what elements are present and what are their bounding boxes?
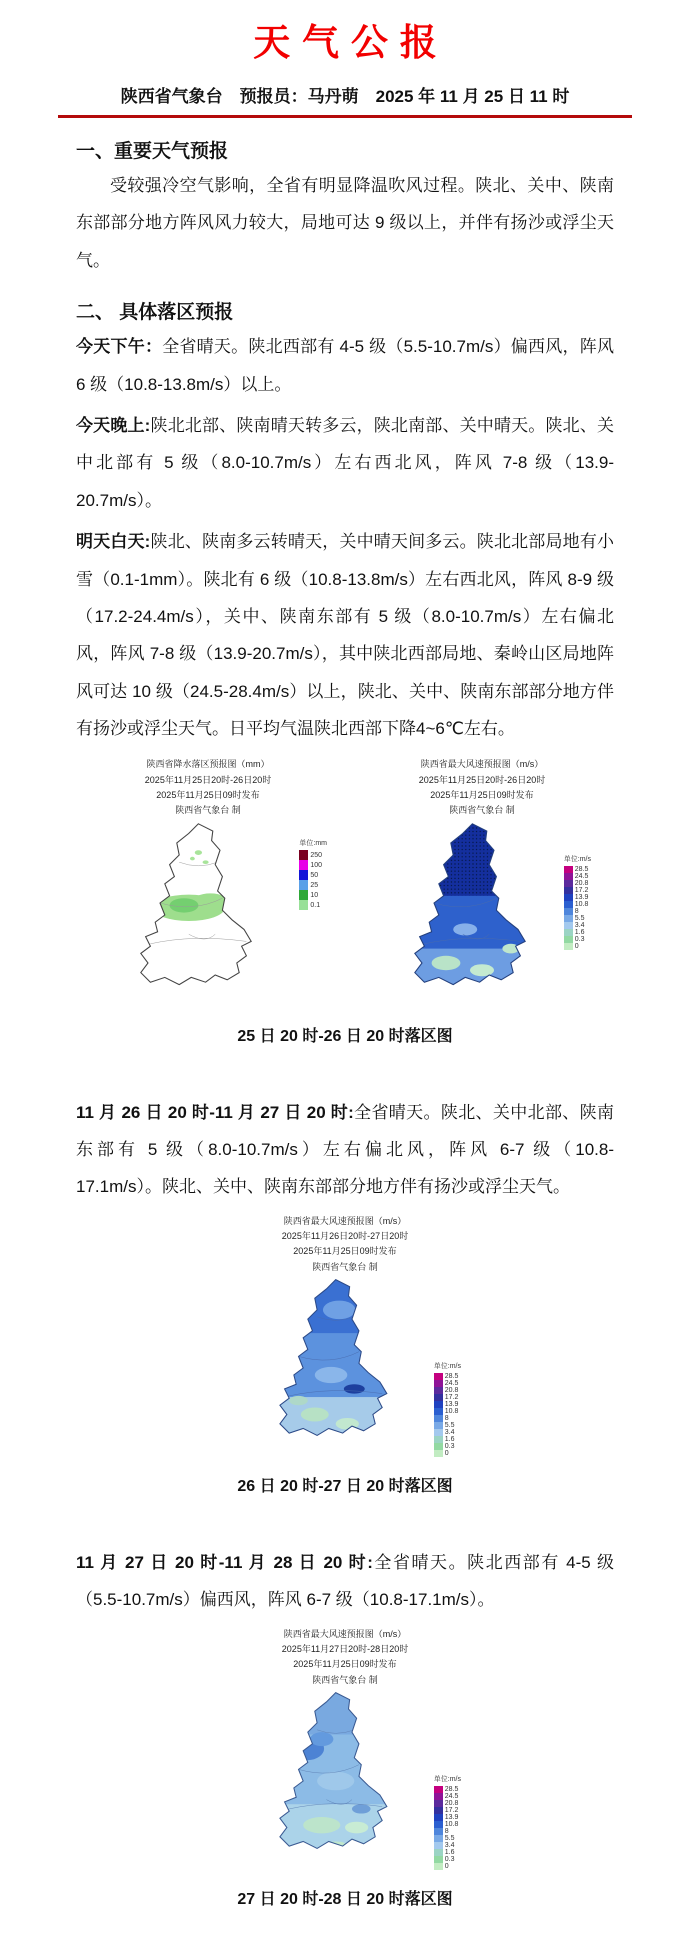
wind-map-header <box>195 1214 495 1275</box>
legend-value: 28.5 <box>444 1785 459 1793</box>
legend-swatch <box>564 943 573 950</box>
legend-swatch <box>434 1856 443 1863</box>
legend-row <box>434 1429 461 1436</box>
legend-value: 17.2 <box>444 1394 459 1402</box>
legend-value: 3.4 <box>574 921 585 929</box>
legend-row <box>434 1373 461 1380</box>
legend-row <box>434 1835 461 1842</box>
legend-value: 250 <box>310 851 323 859</box>
map-issued: 2025年11月25日09时发布 <box>430 790 534 801</box>
legend-swatch <box>564 915 573 922</box>
legend-value: 0.3 <box>444 1855 455 1863</box>
map-caption-day2: 26 日 20 时-27 日 20 时落区图 <box>237 1478 453 1496</box>
precip-legend <box>299 838 327 910</box>
legend-swatch <box>564 922 573 929</box>
legend-row <box>564 873 591 880</box>
legend-value: 1.6 <box>444 1436 455 1444</box>
section1-heading: 一、重要天气预报 <box>76 141 229 162</box>
wind-map-header <box>353 757 611 818</box>
legend-swatch <box>564 866 573 873</box>
map-period: 2025年11月26日20时-27日20时 <box>281 1231 409 1242</box>
legend-swatch <box>434 1786 443 1793</box>
wind-map-figure-2526 <box>353 757 611 1010</box>
legend-value: 24.5 <box>574 872 589 880</box>
legend-row <box>564 936 591 943</box>
legend-value: 8 <box>444 1827 449 1835</box>
legend-value: 3.4 <box>444 1841 455 1849</box>
legend-value: 17.2 <box>574 886 589 894</box>
legend-swatch <box>434 1800 443 1807</box>
legend-swatch <box>434 1401 443 1408</box>
legend-swatch <box>434 1408 443 1415</box>
legend-row <box>299 890 327 900</box>
legend-value: 0.3 <box>574 935 585 943</box>
legend-row <box>299 850 327 860</box>
legend-row <box>299 870 327 880</box>
legend-value: 5.5 <box>574 914 585 922</box>
forecast-today-afternoon <box>76 328 614 403</box>
legend-value: 20.8 <box>444 1387 459 1395</box>
legend-row <box>564 894 591 901</box>
legend-value: 10.8 <box>444 1408 459 1416</box>
legend-value: 17.2 <box>444 1806 459 1814</box>
masthead-rule <box>58 82 632 118</box>
map-credit: 陕西省气象台 制 <box>312 1261 378 1272</box>
legend-swatch <box>564 873 573 880</box>
forecast-lead: 今天晚上: <box>76 415 151 435</box>
legend-row <box>434 1422 461 1429</box>
map-caption-day1: 25 日 20 时-26 日 20 时落区图 <box>237 1027 453 1045</box>
legend-swatch <box>299 860 308 870</box>
map-credit: 陕西省气象台 制 <box>175 805 241 816</box>
forecast-text: 全省晴天。陕北、关中北部、陕南东部有 5 级（8.0-10.7m/s）左右偏北风，阵风 6-7 级（10.8-17.1m/s）。陕北、关中、陕南东部部分地方伴有扬沙或浮尘天气。 <box>76 1102 615 1197</box>
map-period: 2025年11月25日20时-26日20时 <box>418 774 546 785</box>
legend-swatch <box>434 1814 443 1821</box>
forecast-tonight <box>76 407 614 519</box>
wind-map-figure-2728 <box>195 1627 495 1874</box>
section1-paragraph: 受较强冷空气影响，全省有明显降温吹风过程。陕北、关中、陕南东部部分地方阵风风力较大，局地可达 9 级以上，并伴有扬沙或浮尘天气。 <box>76 176 614 270</box>
forecast-lead: 今天下午： <box>76 337 163 357</box>
forecast-text: 全省晴天。陕北西部有 4-5 级（5.5-10.7m/s）偏西风，阵风 6-7 级（10.8-17.1m/s）。 <box>76 1553 614 1610</box>
map-issued: 2025年11月25日09时发布 <box>293 1659 397 1670</box>
legend-row <box>564 866 591 873</box>
legend-swatch <box>434 1849 443 1856</box>
legend-swatch <box>299 880 308 890</box>
map-period: 2025年11月27日20时-28日20时 <box>281 1644 409 1655</box>
legend-swatch <box>434 1429 443 1436</box>
legend-swatch <box>564 929 573 936</box>
forecast-text: 全省晴天。陕北西部有 4-5 级（5.5-10.7m/s）偏西风，阵风 6 级（10.8-13.8m/s）以上。 <box>76 337 615 394</box>
wind-map-header <box>195 1627 495 1688</box>
legend-swatch <box>434 1828 443 1835</box>
legend-value: 0.1 <box>310 901 321 909</box>
legend-row <box>564 922 591 929</box>
legend-row <box>434 1793 461 1800</box>
bulletin-body <box>0 136 690 747</box>
legend-row <box>299 900 327 910</box>
legend-value: 8 <box>574 907 579 915</box>
legend-swatch <box>434 1443 443 1450</box>
legend-swatch <box>564 887 573 894</box>
shaanxi-wind-map-2526 <box>367 819 597 1011</box>
legend-row <box>434 1856 461 1863</box>
legend-value: 0 <box>444 1450 449 1458</box>
legend-row <box>564 901 591 908</box>
legend-row <box>434 1380 461 1387</box>
legend-row <box>434 1821 461 1828</box>
legend-swatch <box>434 1793 443 1800</box>
legend-unit-label: 单位:m/s <box>563 855 591 863</box>
legend-row <box>299 860 327 870</box>
map-credit: 陕西省气象台 制 <box>312 1674 378 1685</box>
legend-value: 13.9 <box>574 893 589 901</box>
legend-swatch <box>434 1821 443 1828</box>
legend-value: 13.9 <box>444 1401 459 1409</box>
legend-swatch <box>564 901 573 908</box>
legend-row <box>564 887 591 894</box>
legend-swatch <box>299 900 308 910</box>
legend-swatch <box>564 894 573 901</box>
legend-value: 100 <box>310 861 323 869</box>
legend-row <box>564 908 591 915</box>
legend-value: 10 <box>310 891 319 899</box>
map-title: 陕西省降水落区预报图（mm） <box>146 759 270 770</box>
legend-row <box>434 1800 461 1807</box>
masthead-text: 陕西省气象台 预报员：马丹萌 2025 年 11 月 25 日 11 时 <box>120 87 570 106</box>
legend-value: 20.8 <box>574 879 589 887</box>
legend-swatch <box>564 908 573 915</box>
page-title: 天气公报 <box>253 22 449 63</box>
legend-swatch <box>434 1422 443 1429</box>
legend-value: 50 <box>310 871 319 879</box>
legend-swatch <box>434 1373 443 1380</box>
shaanxi-wind-map-2627 <box>235 1275 455 1461</box>
legend-swatch <box>434 1842 443 1849</box>
legend-value: 28.5 <box>444 1373 459 1381</box>
section2-heading: 二、 具体落区预报 <box>76 302 234 324</box>
forecast-2627 <box>76 1094 614 1206</box>
forecast-lead: 11 月 26 日 20 时-11 月 27 日 20 时: <box>76 1102 354 1122</box>
precip-map-figure <box>79 757 337 1010</box>
legend-row <box>299 880 327 890</box>
forecast-text: 陕北、陕南多云转晴天，关中晴天间多云。陕北北部局地有小雪（0.1-1mm）。陕北有 6 级（10.8-13.8m/s）左右西北风，阵风 8-9 级（17.2-24.4m/s），关中、陕南东部有 5 级（8.0-10.7m/s）左右偏北风，阵风 7-8 级（13.9-20.7m/s），其中陕北西部局地、秦岭山区局地阵风可达 10 级（24.5-28.4m/s）以上，陕北、关中、陕南东部部分地方伴有扬沙或浮尘天气。日平均气温陕北西部下降4~6℃左右。 <box>76 532 614 739</box>
legend-value: 20.8 <box>444 1799 459 1807</box>
forecast-text: 陕北北部、陕南晴天转多云，陕北南部、关中晴天。陕北、关中北部有 5 级（8.0-10.7m/s）左右西北风，阵风 7-8 级（13.9-20.7m/s）。 <box>76 415 614 510</box>
legend-swatch <box>434 1436 443 1443</box>
legend-value: 5.5 <box>444 1834 455 1842</box>
legend-swatch <box>564 880 573 887</box>
legend-unit-label: 单位:mm <box>299 840 327 848</box>
legend-row <box>434 1849 461 1856</box>
shaanxi-precip-map <box>93 819 323 1011</box>
legend-value: 25 <box>310 881 319 889</box>
legend-value: 24.5 <box>444 1792 459 1800</box>
legend-row <box>434 1828 461 1835</box>
wind-legend <box>434 1774 461 1870</box>
legend-row <box>434 1807 461 1814</box>
legend-row <box>434 1394 461 1401</box>
legend-row <box>564 943 591 950</box>
map-issued: 2025年11月25日09时发布 <box>293 1246 397 1257</box>
legend-row <box>564 915 591 922</box>
legend-value: 3.4 <box>444 1429 455 1437</box>
legend-swatch <box>299 870 308 880</box>
legend-row <box>434 1408 461 1415</box>
legend-value: 13.9 <box>444 1813 459 1821</box>
wind-map-figure-2627 <box>195 1214 495 1461</box>
legend-row <box>434 1842 461 1849</box>
precip-map-header <box>79 757 337 818</box>
legend-value: 8 <box>444 1415 449 1423</box>
legend-row <box>434 1450 461 1457</box>
legend-row <box>434 1443 461 1450</box>
legend-swatch <box>434 1380 443 1387</box>
legend-swatch <box>434 1415 443 1422</box>
forecast-2627-block <box>0 1094 690 1206</box>
legend-value: 1.6 <box>444 1848 455 1856</box>
legend-row <box>434 1436 461 1443</box>
map-caption-day3: 27 日 20 时-28 日 20 时落区图 <box>237 1890 453 1908</box>
forecast-lead: 明天白天: <box>76 532 151 552</box>
legend-row <box>434 1415 461 1422</box>
legend-swatch <box>434 1807 443 1814</box>
legend-swatch <box>434 1394 443 1401</box>
legend-row <box>564 880 591 887</box>
map-row-day1 <box>0 757 690 1010</box>
map-credit: 陕西省气象台 制 <box>449 805 515 816</box>
legend-value: 5.5 <box>444 1422 455 1430</box>
legend-value: 24.5 <box>444 1380 459 1388</box>
shaanxi-wind-map-2728 <box>235 1688 455 1874</box>
legend-row <box>564 929 591 936</box>
legend-swatch <box>564 936 573 943</box>
legend-row <box>434 1401 461 1408</box>
legend-swatch <box>299 890 308 900</box>
legend-value: 0.3 <box>444 1443 455 1451</box>
legend-swatch <box>434 1387 443 1394</box>
map-issued: 2025年11月25日09时发布 <box>156 790 260 801</box>
legend-row <box>434 1387 461 1394</box>
forecast-2728-block <box>0 1544 690 1619</box>
wind-legend <box>434 1361 461 1457</box>
legend-value: 0 <box>574 942 579 950</box>
map-title: 陕西省最大风速预报图（m/s） <box>420 759 544 770</box>
legend-row <box>434 1786 461 1793</box>
wind-legend <box>564 854 591 950</box>
legend-unit-label: 单位:m/s <box>433 1775 461 1783</box>
legend-value: 10.8 <box>444 1820 459 1828</box>
legend-unit-label: 单位:m/s <box>433 1363 461 1371</box>
legend-value: 1.6 <box>574 928 585 936</box>
forecast-tomorrow <box>76 523 614 747</box>
map-title: 陕西省最大风速预报图（m/s） <box>283 1628 407 1639</box>
legend-swatch <box>299 850 308 860</box>
forecast-2728 <box>76 1544 614 1619</box>
map-period: 2025年11月25日20时-26日20时 <box>144 774 272 785</box>
legend-value: 10.8 <box>574 900 589 908</box>
forecast-lead: 11 月 27 日 20 时-11 月 28 日 20 时: <box>76 1553 373 1573</box>
map-title: 陕西省最大风速预报图（m/s） <box>283 1215 407 1226</box>
legend-row <box>434 1814 461 1821</box>
legend-value: 28.5 <box>574 865 589 873</box>
legend-swatch <box>434 1835 443 1842</box>
legend-swatch <box>434 1450 443 1457</box>
legend-value: 0 <box>444 1862 449 1870</box>
